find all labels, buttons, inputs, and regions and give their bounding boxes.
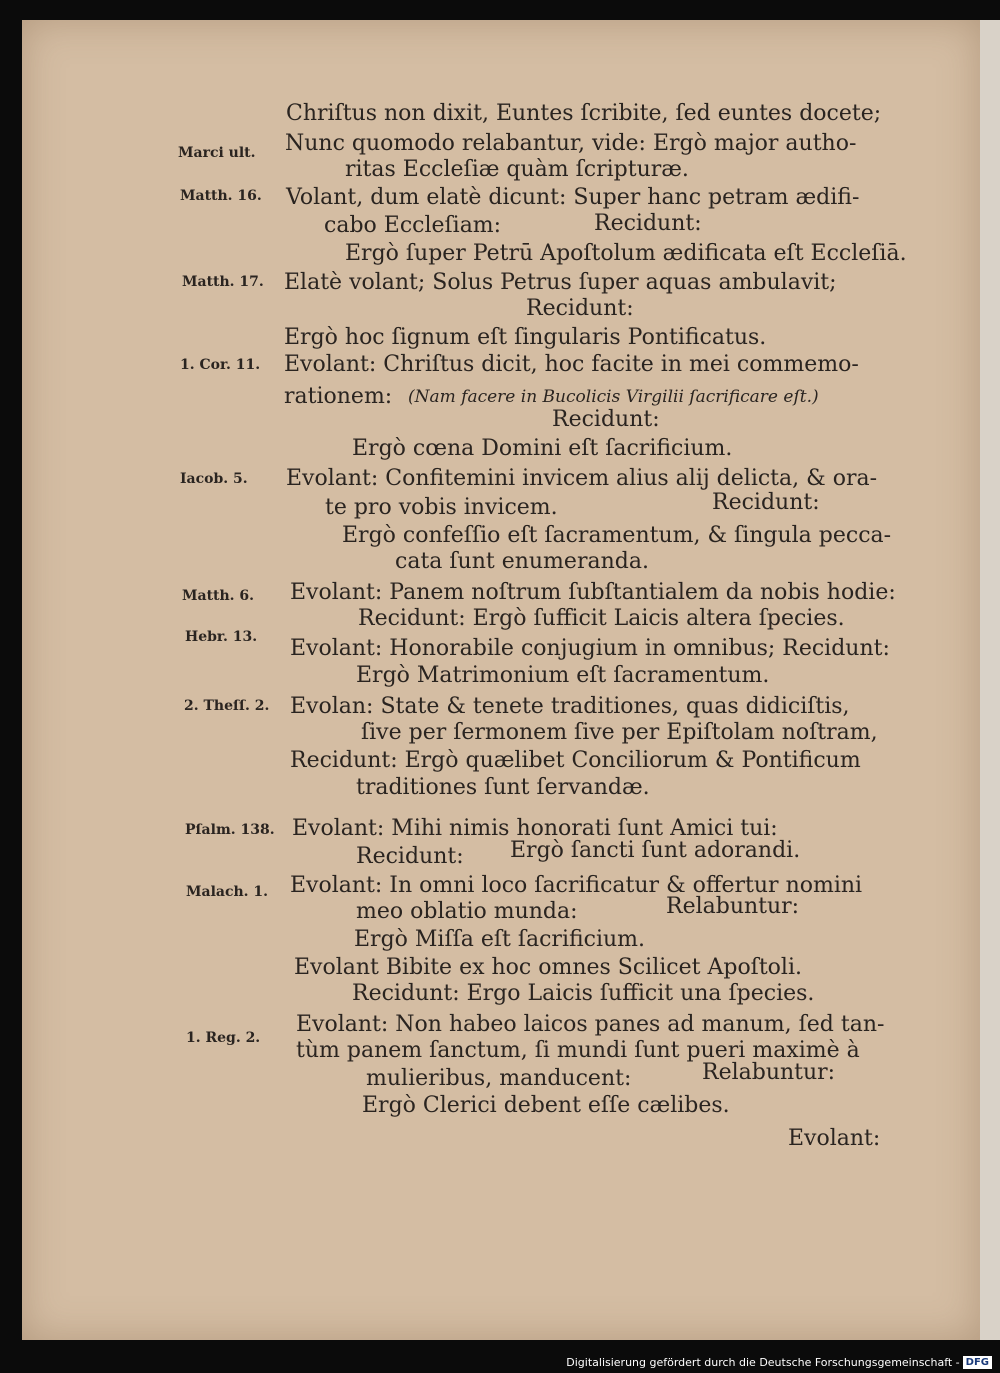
text-line: Elatè volant; Solus Petrus ſuper aquas ambulavit;: [284, 270, 837, 295]
footer-text: Digitalisierung gefördert durch die Deutsche Forschungsgemeinschaft -: [566, 1355, 960, 1369]
text-line: ſive per ſermonem ſive per Epiſtolam noſtram,: [361, 720, 878, 745]
text-line: Ergò Matrimonium eſt ſacramentum.: [356, 663, 770, 688]
text-line: Ergò hoc ſignum eſt ſingularis Pontificatus.: [284, 325, 767, 350]
margin-ref: 1. Cor. 11.: [180, 357, 261, 373]
dfg-logo: DFG: [963, 1356, 992, 1369]
text-line: Evolant: Mihi nimis honorati ſunt Amici tui:: [292, 816, 778, 841]
margin-ref: 1. Reg. 2.: [186, 1030, 261, 1046]
text-line: Volant, dum elatè dicunt: Super hanc petram ædifi-: [286, 185, 860, 210]
text-line: Ergò ſancti ſunt adorandi.: [510, 838, 801, 863]
text-line: tùm panem ſanctum, ſi mundi ſunt pueri maximè à: [296, 1038, 860, 1063]
text-line: Ergò Clerici debent eſſe cælibes.: [362, 1093, 730, 1118]
text-line: Ergò ſuper Petrū Apoſtolum ædificata eſt Eccleſiā.: [345, 241, 907, 266]
text-line: Recidunt: Ergò quælibet Conciliorum & Pontificum: [290, 748, 861, 773]
text-line: Evolant Bibite ex hoc omnes Scilicet Apoſtoli.: [294, 955, 802, 980]
margin-ref: Pſalm. 138.: [185, 822, 275, 838]
text-line: Relabuntur:: [702, 1060, 836, 1085]
digitization-footer: [566, 1354, 992, 1370]
margin-ref: Hebr. 13.: [185, 629, 258, 645]
text-line: meo oblatio munda:: [356, 899, 578, 924]
margin-ref: Iacob. 5.: [180, 471, 248, 487]
text-line: Evolant: Honorabile conjugium in omnibus; Recidunt:: [290, 636, 890, 661]
text-line: Evolant: Confitemini invicem alius alij delicta, & ora-: [286, 466, 878, 491]
margin-ref: Matth. 16.: [180, 188, 262, 204]
text-line: te pro vobis invicem.: [325, 495, 558, 520]
text-line: Nunc quomodo relabantur, vide: Ergò major autho-: [285, 131, 857, 156]
text-line: Evolant: In omni loco ſacrificatur & offertur nomini: [290, 873, 863, 898]
text-line: cata ſunt enumeranda.: [395, 549, 649, 574]
text-line: cabo Eccleſiam:: [324, 213, 502, 238]
text-line: Evolant: Panem noſtrum ſubſtantialem da nobis hodie:: [290, 580, 896, 605]
text-line: Recidunt:: [356, 844, 464, 869]
text-line: Ergò Miſſa eſt ſacrificium.: [354, 927, 646, 952]
margin-ref: Marci ult.: [178, 145, 256, 161]
text-line: Evolant: Non habeo laicos panes ad manum, ſed tan-: [296, 1012, 885, 1037]
text-line: Ergò confeſſio eſt ſacramentum, & ſingula pecca-: [342, 523, 892, 548]
text-line: Ergò cœna Domini eſt ſacrificium.: [352, 436, 733, 461]
text-line: Recidunt:: [594, 211, 702, 236]
text-line: ritas Eccleſiæ quàm ſcripturæ.: [345, 157, 689, 182]
text-line-italic: (Nam facere in Bucolicis Virgilii ſacrificare eſt.): [408, 387, 819, 407]
text-line: traditiones ſunt ſervandæ.: [356, 775, 650, 800]
text-line: Evolant: Chriſtus dicit, hoc facite in mei commemo-: [284, 352, 859, 377]
text-line: mulieribus, manducent:: [366, 1066, 632, 1091]
text-line: Chriſtus non dixit, Euntes ſcribite, ſed euntes docete;: [286, 101, 882, 126]
text-line: Recidunt:: [526, 296, 634, 321]
text-line: Recidunt: Ergò ſufficit Laicis altera ſpecies.: [358, 606, 845, 631]
margin-ref: Malach. 1.: [186, 884, 269, 900]
margin-ref: Matth. 6.: [182, 588, 255, 604]
text-line: Recidunt:: [712, 490, 820, 515]
catchword: Evolant:: [788, 1126, 881, 1151]
text-line: Recidunt:: [552, 407, 660, 432]
margin-ref: Matth. 17.: [182, 274, 264, 290]
text-line: rationem:: [284, 384, 393, 409]
text-line: Relabuntur:: [666, 894, 800, 919]
text-line: Recidunt: Ergo Laicis ſufficit una ſpecies.: [352, 981, 815, 1006]
margin-ref: 2. Theſſ. 2.: [184, 698, 270, 714]
text-line: Evolan: State & tenete traditiones, quas didiciſtis,: [290, 694, 850, 719]
